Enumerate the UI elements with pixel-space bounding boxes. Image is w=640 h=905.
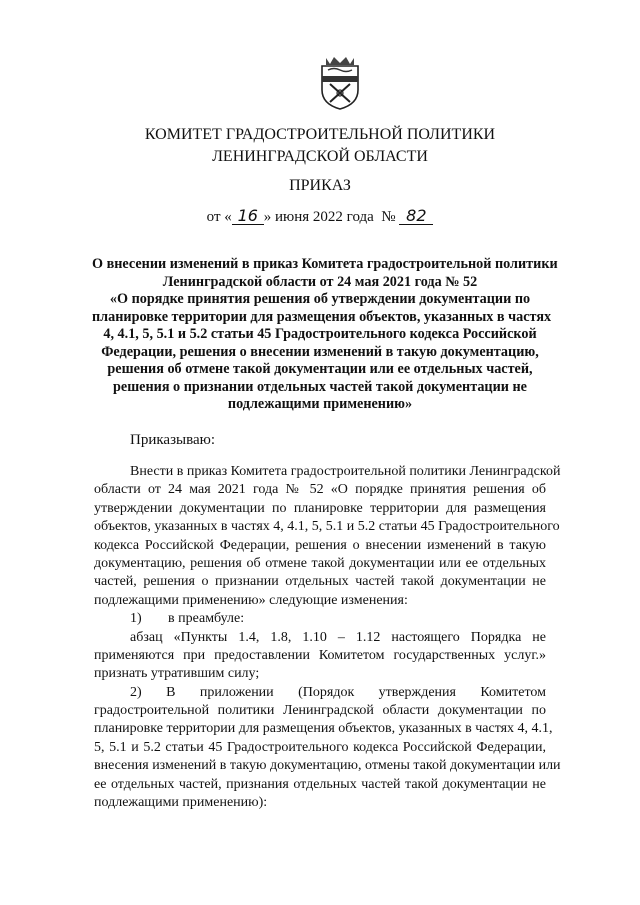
coat-of-arms-emblem bbox=[318, 54, 362, 110]
order-body bbox=[94, 463, 561, 812]
body-line: кодекса Российской Федерации, решения о внесении изменений в такую bbox=[94, 537, 546, 553]
body-line: объектов, указанных в частях 4, 4.1, 5, 5.1 и 5.2 статьи 45 Градостроительного bbox=[94, 519, 560, 535]
title-line: 4, 4.1, 5, 5.1 и 5.2 статьи 45 Градостроительного кодекса Российской bbox=[103, 326, 537, 342]
list-item-number: 1) bbox=[130, 611, 142, 627]
title-line: решения об отмене такой документации или ее отдельных частей, bbox=[107, 361, 533, 377]
body-line: подлежащими применению): bbox=[94, 795, 268, 811]
handwritten-number: 82 bbox=[399, 208, 433, 225]
body-line: планировке территории для размещения объектов, указанных в частях 4, 4.1, bbox=[94, 721, 553, 737]
committee-name-line2: ЛЕНИНГРАДСКОЙ ОБЛАСТИ bbox=[212, 148, 428, 165]
handwritten-day: 16 bbox=[232, 208, 264, 225]
title-line: планировке территории для размещения объектов, указанных в частях bbox=[92, 308, 552, 325]
body-line: документацию, решения об отмене такой документации или ее отдельных bbox=[94, 555, 546, 571]
committee-name-line1: КОМИТЕТ ГРАДОСТРОИТЕЛЬНОЙ ПОЛИТИКИ bbox=[144, 126, 496, 143]
title-line: Ленинградской области от 24 мая 2021 года № 52 bbox=[162, 273, 478, 290]
title-line: О внесении изменений в приказ Комитета градостроительной политики bbox=[92, 256, 558, 272]
document-type: ПРИКАЗ bbox=[289, 177, 351, 194]
body-line: подлежащими применению» следующие изменения: bbox=[94, 592, 408, 608]
body-line: абзац «Пункты 1.4, 1.8, 1.10 – 1.12 настоящего Порядка не bbox=[130, 629, 546, 645]
title-line: решения о признании отдельных частей такой документации не bbox=[113, 378, 527, 395]
list-item-2: 2) В приложении (Порядок утверждения Комитетом bbox=[130, 684, 546, 700]
date-month-year: » июня 2022 года bbox=[263, 209, 374, 225]
body-line: 5, 5.1 и 5.2 статьи 45 Градостроительного кодекса Российской Федерации, bbox=[94, 739, 546, 755]
body-line: применяются при предоставлении Комитетом государственных услуг.» bbox=[94, 647, 546, 663]
body-line: ее отдельных частей, признания отдельных частей такой документации не bbox=[94, 776, 546, 792]
date-prefix: от « bbox=[206, 209, 232, 225]
body-line: внесения изменений в такую документацию, отмены такой документации или bbox=[94, 758, 561, 774]
number-prefix: № bbox=[381, 209, 396, 225]
body-line: области от 24 мая 2021 года № 52 «О порядке принятия решения об bbox=[94, 482, 546, 498]
title-line: подлежащими применению» bbox=[227, 396, 413, 412]
list-item-1 bbox=[94, 610, 546, 628]
body-line: признать утратившим силу; bbox=[94, 666, 260, 682]
order-title bbox=[92, 256, 558, 414]
date-line bbox=[0, 206, 640, 228]
title-line: Федерации, решения о внесении изменений в такую документацию, bbox=[101, 343, 539, 360]
list-item-text: в преамбуле: bbox=[168, 611, 245, 627]
body-line: Внести в приказ Комитета градостроительной политики Ленинградской bbox=[130, 464, 561, 479]
body-line: утверждении документации по планировке территории для размещения bbox=[94, 500, 546, 516]
title-line: «О порядке принятия решения об утверждении документации по bbox=[109, 291, 531, 307]
committee-header bbox=[0, 124, 640, 168]
body-line: градостроительной политики Ленинградской области документации по bbox=[94, 703, 546, 719]
body-line: частей, решения о признании отдельных частей такой документации не bbox=[94, 574, 546, 590]
order-word: Приказываю: bbox=[130, 432, 215, 448]
